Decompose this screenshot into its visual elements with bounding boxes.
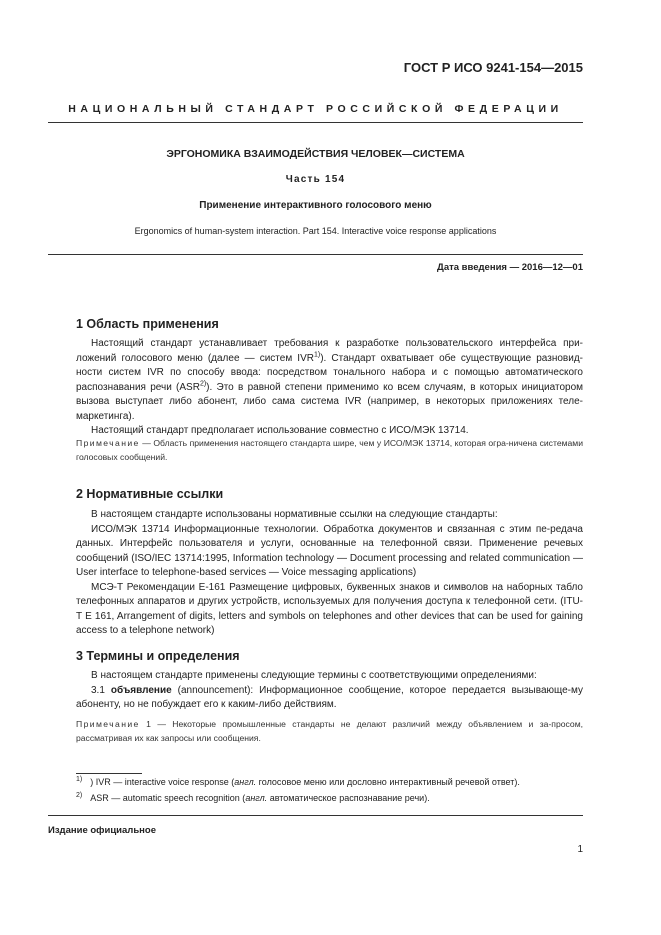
section-2-p2: ИСО/МЭК 13714 Информационные технологии. Обработка документов и связанная с этим пе-редача данных. Интерфейс пользователя и услуги, основанные на телефонной связи. Применение речевых сообщений (ISO/IEC 13714:1995, Information technology — Document processing and related communication — User interface to telephone-based services — Voice messaging applications) [76,523,583,578]
section-2-heading: 2 Нормативные ссылки [76,487,224,501]
section-3-body [76,669,583,713]
term-3-1 [76,684,583,713]
footnote-mark: 1) [76,776,83,783]
section-2-p1: В настоящем стандарте использованы нормативные ссылки на следующие стандарты: [91,509,498,520]
note-label: Примечание [76,438,140,448]
section-1-p1a: Настоящий стандарт устанавливает требования к разработке пользовательского интерфейса при-ложений голосового меню (далее — систем IVR [76,338,583,364]
section-1-p1b: ). Стандарт охватывает обе существующие разновид-ности систем IVR по способу ввода: посредством тонального набора и с помощью автоматического распознавания речи (ASR [76,352,583,393]
english-title: Ergonomics of human-system interaction. Part 154. Interactive voice response applications [134,226,497,236]
footer-rule [48,815,583,816]
footnote-ref-2: 2) [199,380,207,388]
section-3-p1: В настоящем стандарте применены следующие термины с соответствующими определениями: [91,670,537,681]
section-1-p2: Настоящий стандарт предполагает использование совместно с ИСО/МЭК 13714. [91,425,469,436]
main-title: ЭРГОНОМИКА ВЗАИМОДЕЙСТВИЯ ЧЕЛОВЕК—СИСТЕМА [166,148,465,160]
section-1-heading: 1 Область применения [76,317,219,331]
part-title: Часть 154 [285,174,346,185]
section-3-heading: 3 Термины и определения [76,649,240,663]
note-label: Примечание [76,719,140,729]
term-word: объявление [110,684,172,696]
note-text: — Область применения настоящего стандарта шире, чем у ИСО/МЭК 13714, которая огра-ничена системами голосовых сообщений. [76,438,583,462]
standard-number: ГОСТ Р ИСО 9241-154—2015 [403,60,583,75]
section-1-note [76,437,583,464]
edition-label: Издание официальное [48,825,156,836]
footnote-rule [76,773,142,774]
footnote-ref-1: 1) [313,351,321,359]
national-standard-banner: НАЦИОНАЛЬНЫЙ СТАНДАРТ РОССИЙСКОЙ ФЕДЕРАЦИИ [68,103,563,115]
section-1-p1c: ). Это в равной степени применимо ко всем случаям, в которых инициатором вызова выступает либо абонент, либо сама система IVR (например, в некоторых приложениях теле-маркетинга). [76,381,584,422]
footnote-2: $^{2)}$ ASR — automatic speech recognition (англ. автоматическое распознавание речи). [76,792,430,803]
term-definition: (announcement): Информационное сообщение, которое передается вызывающе-му абоненту, но не побуждает его к каким-либо действиям. [76,684,583,710]
footnote-1: $^{1)}$ ) IVR — interactive voice response (англ. голосовое меню или дословно интерактивный речевой ответ). [76,776,520,787]
term-number: 3.1 [91,684,111,696]
footnote-mark: 2) [76,792,83,799]
title-rule [48,254,583,255]
banner-rule [48,122,583,123]
note-text: 1 — Некоторые промышленные стандарты не делают различий между объявлением и за-просом, рассматривая их как запросы или сообщения. [76,719,583,743]
section-3-note [76,718,583,745]
section-2-body [76,508,583,639]
section-1-body [76,337,583,439]
section-2-p3: МСЭ-Т Рекомендации Е-161 Размещение цифровых, буквенных знаков и символов на наборных табло телефонных аппаратов и других устройств, используемых для получения доступа к телефонной сети. (ITU-T E 161, Arrangement of digits, letters and symbols on telephones and other devices that can be used for gaining access to a telephone network) [76,581,583,636]
page-number: 1 [577,844,583,855]
subtitle: Применение интерактивного голосового меню [199,200,432,211]
effective-date: Дата введения — 2016—12—01 [437,262,583,273]
